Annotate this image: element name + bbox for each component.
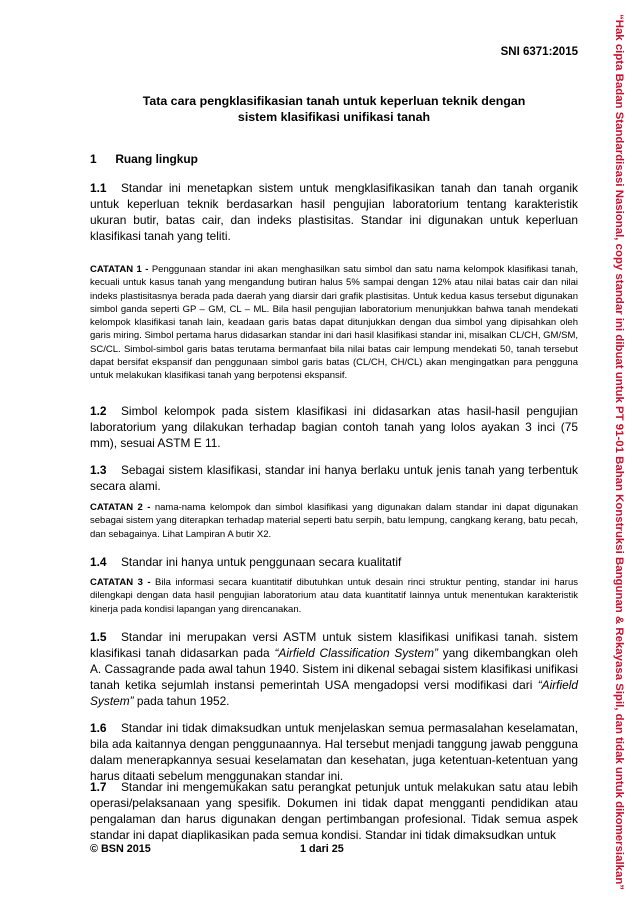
clause-italic-a: “Airfield Classification System” (274, 646, 438, 660)
clause-1-6 (90, 720, 578, 784)
clause-text: Standar ini hanya untuk penggunaan secara kualitatif (121, 555, 402, 569)
clause-text-a: Standar ini merupakan versi ASTM untuk sistem klasifikasi unifikasi tanah. sistem klasifikasi tanah didasarkan pada (90, 630, 578, 660)
clause-1-1 (90, 180, 578, 244)
document-title (90, 93, 578, 125)
note-1 (90, 263, 578, 383)
note-text: Penggunaan standar ini akan menghasilkan satu simbol dan satu nama kelompok klasifikasi tanah, kecuali untuk kasus tanah yang mengandung butiran halus 5% sampai dengan 12% atau nilai batas cair dan nilai indeks plastisitasnya berada pada daerah yang diarsir dari grafik plastisitas. Untuk kedua kasus tersebut digunakan simbol ganda seperti GP – GM, CL – ML. Bila hasil pengujian laboratorium menunjukkan bahwa tanah mendekati kelompok klasifikasi tanah lain, keadaan garis batas dapat ditunjukkan dengan dua simbol yang dipisahkan oleh garis miring. Simbol pertama harus didasarkan standar ini dari hasil klasifikasi standar ini, misalkan CL/CH, GM/SM, SC/CL. Simbol-simbol garis batas terutama bermanfaat bila nilai batas cair lempung mendekati 50, tanah tersebut dapat bersifat ekspansif dan penggunaan simbol garis batas (CL/CH, CH/CL) akan mengingatkan para pengguna untuk melakukan klasifikasi tanah yang berpotensi ekspansif. (90, 264, 578, 382)
title-line-2: sistem klasifikasi unifikasi tanah (237, 110, 431, 124)
clause-italic-b: “Airfield System” (90, 678, 578, 708)
clause-text: Standar ini mengemukakan satu perangkat petunjuk untuk melakukan satu atau lebih operasi/pelaksanaan yang spesifik. Dokumen ini tidak dapat mengganti pendidikan atau pengalaman dan harus digunakan dengan pertimbangan profesional. Tidak semua aspek standar ini dapat diaplikasikan pada semua kondisi. Standar ini tidak dimaksudkan untuk (90, 780, 578, 842)
clause-text: Sebagai sistem klasifikasi, standar ini hanya berlaku untuk jenis tanah yang terbentuk secara alami. (90, 463, 578, 493)
note-label: CATATAN 3 - (90, 577, 151, 588)
clause-text: Standar ini menetapkan sistem untuk mengklasifikasikan tanah dan tanah organik untuk keperluan teknik berdasarkan hasil pengujian laboratorium tentang karakteristik ukuran butir, batas cair, dan indeks plastisitas. Standar ini digunakan untuk keperluan klasifikasi tanah yang teliti. (90, 181, 578, 243)
section-title: Ruang lingkup (115, 152, 198, 166)
note-text: nama-nama kelompok dan simbol klasifikasi yang digunakan dalam standar ini dapat digunakan sebagai sistem yang diterapkan terhadap material seperti batu serpih, batu lempung, cangkang kerang, batu pecah, dan sebagainya. Lihat Lampiran A butir X2. (90, 502, 578, 540)
note-2 (90, 501, 578, 541)
clause-text-b: yang dikembangkan oleh A. Cassagrande pada awal tahun 1940. Sistem ini dikenal sebagai sistem klasifikasi unifikasi tanah ketika sejumlah instansi pemerintah USA mengadopsi versi modifikasi dari (90, 646, 578, 692)
clause-1-2 (90, 403, 578, 451)
clause-number: 1.2 (90, 404, 107, 418)
note-text: Bila informasi secara kuantitatif dibutuhkan untuk desain rinci struktur penting, standar ini harus dilengkapi dengan data hasil pengujian laboratorium atau data kuantitatif lainnya untuk menentukan karakteristik kinerja pada kondisi lapangan yang direncanakan. (90, 577, 578, 615)
title-line-1: Tata cara pengklasifikasian tanah untuk keperluan teknik dengan (142, 94, 526, 108)
clause-number: 1.1 (90, 181, 107, 195)
footer-page-number: 1 dari 25 (300, 843, 344, 855)
clause-number: 1.3 (90, 463, 107, 477)
note-3 (90, 576, 578, 616)
footer-copyright: © BSN 2015 (90, 843, 151, 855)
clause-number: 1.6 (90, 721, 107, 735)
note-label: CATATAN 1 - (90, 264, 149, 275)
clause-1-4 (90, 554, 578, 570)
clause-number: 1.5 (90, 630, 107, 644)
clause-1-3 (90, 462, 578, 494)
side-notice-text: “Hak cipta Badan Standardisasi Nasional, copy standar ini dibuat untuk PT 91-01 Bahan Konstruksi Bangunan & Rekayasa Sipil, dan tidak untuk dikomersialkan” (613, 14, 625, 827)
clause-text: Standar ini tidak dimaksudkan untuk menjelaskan semua permasalahan keselamatan, bila ada kaitannya dengan penggunaannya. Hal tersebut menjadi tanggung jawab pengguna dalam menerapkannya sesuai keselamatan dan kesehatan, juga ketentuan-ketentuan yang harus ditaati sebelum menggunakan standar ini. (90, 721, 578, 783)
clause-number: 1.4 (90, 555, 107, 569)
clause-1-5 (90, 629, 578, 709)
document-code: SNI 6371:2015 (500, 46, 578, 58)
clause-1-7 (90, 779, 578, 843)
section-number: 1 (90, 152, 97, 166)
clause-number: 1.7 (90, 780, 107, 794)
section-heading (90, 152, 198, 166)
clause-text-c: pada tahun 1952. (133, 694, 230, 708)
copyright-side-notice (607, 14, 631, 890)
clause-text: Simbol kelompok pada sistem klasifikasi ini didasarkan atas hasil-hasil pengujian laboratorium yang dilakukan terhadap bagian contoh tanah yang lolos ayakan 3 inci (75 mm), sesuai ASTM E 11. (90, 404, 578, 450)
note-label: CATATAN 2 - (90, 502, 151, 513)
